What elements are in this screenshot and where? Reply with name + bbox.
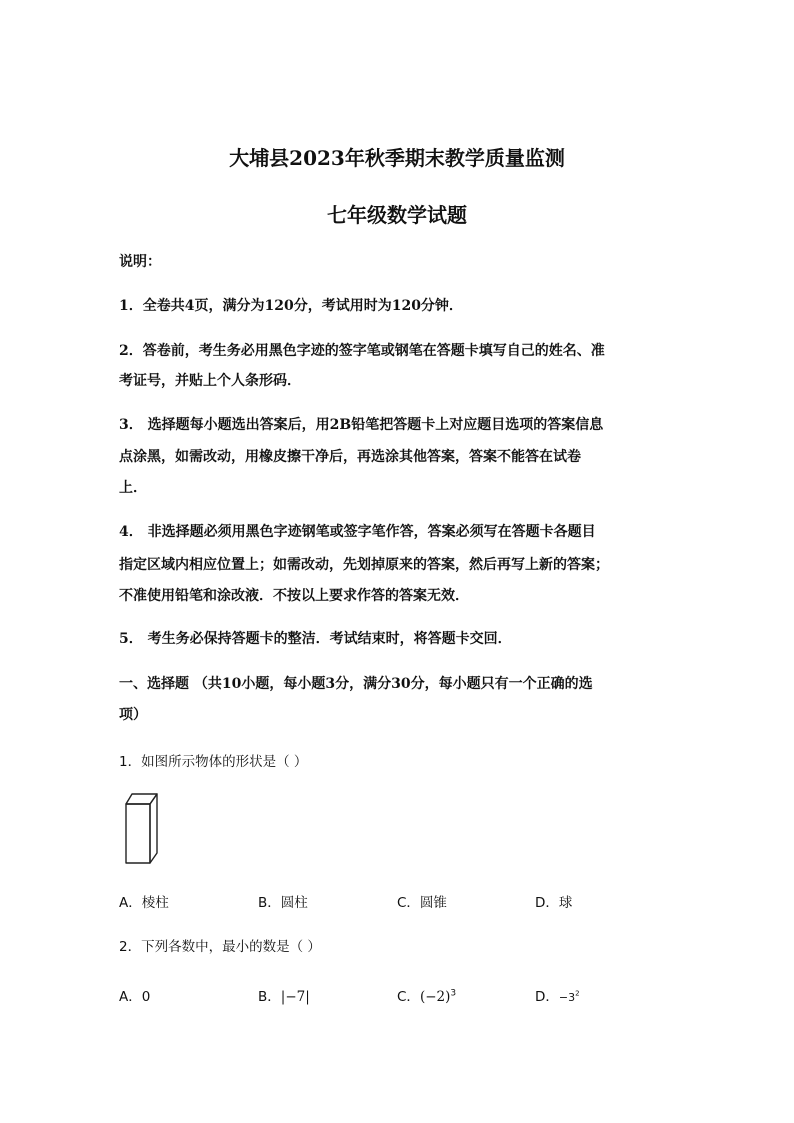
notes-heading: 说明：	[119, 254, 161, 270]
note-3-line-1: 3． 选择题每小题选出答案后，用2B铅笔把答题卡上对应题目选项的答案信息	[119, 417, 604, 433]
note-2-line-2: 考证号，并贴上个人条形码．	[119, 373, 301, 389]
exam-subtitle: 七年级数学试题	[327, 203, 467, 227]
q2-option-d-label: D．	[535, 989, 559, 1005]
q1-option-b: B．圆柱	[258, 895, 308, 911]
q2-option-b-label: B．	[258, 989, 281, 1005]
note-5: 5． 考生务必保持答题卡的整洁．考试结束时，将答题卡交回．	[119, 631, 512, 647]
rectangular-prism-figure	[119, 789, 167, 867]
note-2-line-1: 2．答卷前，考生务必用黑色字迹的签字笔或钢笔在答题卡填写自己的姓名、准	[119, 343, 605, 359]
note-3-line-2: 点涂黑，如需改动，用橡皮擦干净后，再选涂其他答案，答案不能答在试卷	[119, 449, 581, 465]
note-4-line-3: 不准使用铅笔和涂改液．不按以上要求作答的答案无效．	[119, 588, 469, 604]
q2-option-a	[119, 985, 150, 1005]
q2-option-b-value: |−7|	[280, 989, 310, 1005]
section-1-heading-line-2: 项）	[119, 707, 147, 723]
note-1: 1．全卷共4页，满分为120分，考试用时为120分钟．	[119, 298, 463, 314]
q2-option-c-exponent: 3	[450, 988, 457, 999]
q2-option-a-value: 0	[141, 989, 151, 1005]
question-1-stem: 1．如图所示物体的形状是（ ）	[119, 754, 308, 770]
q2-option-c	[397, 985, 456, 1005]
section-1-heading-line-1: 一、选择题 （共10小题，每小题3分，满分30分，每小题只有一个正确的选	[119, 676, 593, 692]
note-4-line-2: 指定区域内相应位置上；如需改动，先划掉原来的答案，然后再写上新的答案；	[119, 557, 609, 573]
q2-option-a-label: A．	[119, 989, 142, 1005]
note-3-line-3: 上．	[119, 480, 147, 496]
q1-option-a: A．棱柱	[119, 895, 169, 911]
q2-option-b	[258, 985, 310, 1005]
note-4-line-1: 4． 非选择题必须用黑色字迹钢笔或签字笔作答，答案必须写在答题卡各题目	[119, 524, 596, 540]
question-2-stem: 2．下列各数中，最小的数是（ ）	[119, 939, 321, 955]
q2-option-d	[535, 985, 580, 1005]
exam-title: 大埔县2023年秋季期末教学质量监测	[229, 146, 565, 170]
q2-option-c-base: (−2)	[419, 989, 451, 1005]
q1-option-c: C．圆锥	[397, 895, 447, 911]
q2-option-d-exponent: 2	[575, 989, 580, 998]
q2-option-c-label: C．	[397, 989, 420, 1005]
q1-option-d: D．球	[535, 895, 573, 911]
q2-option-d-base: −3	[558, 991, 576, 1004]
